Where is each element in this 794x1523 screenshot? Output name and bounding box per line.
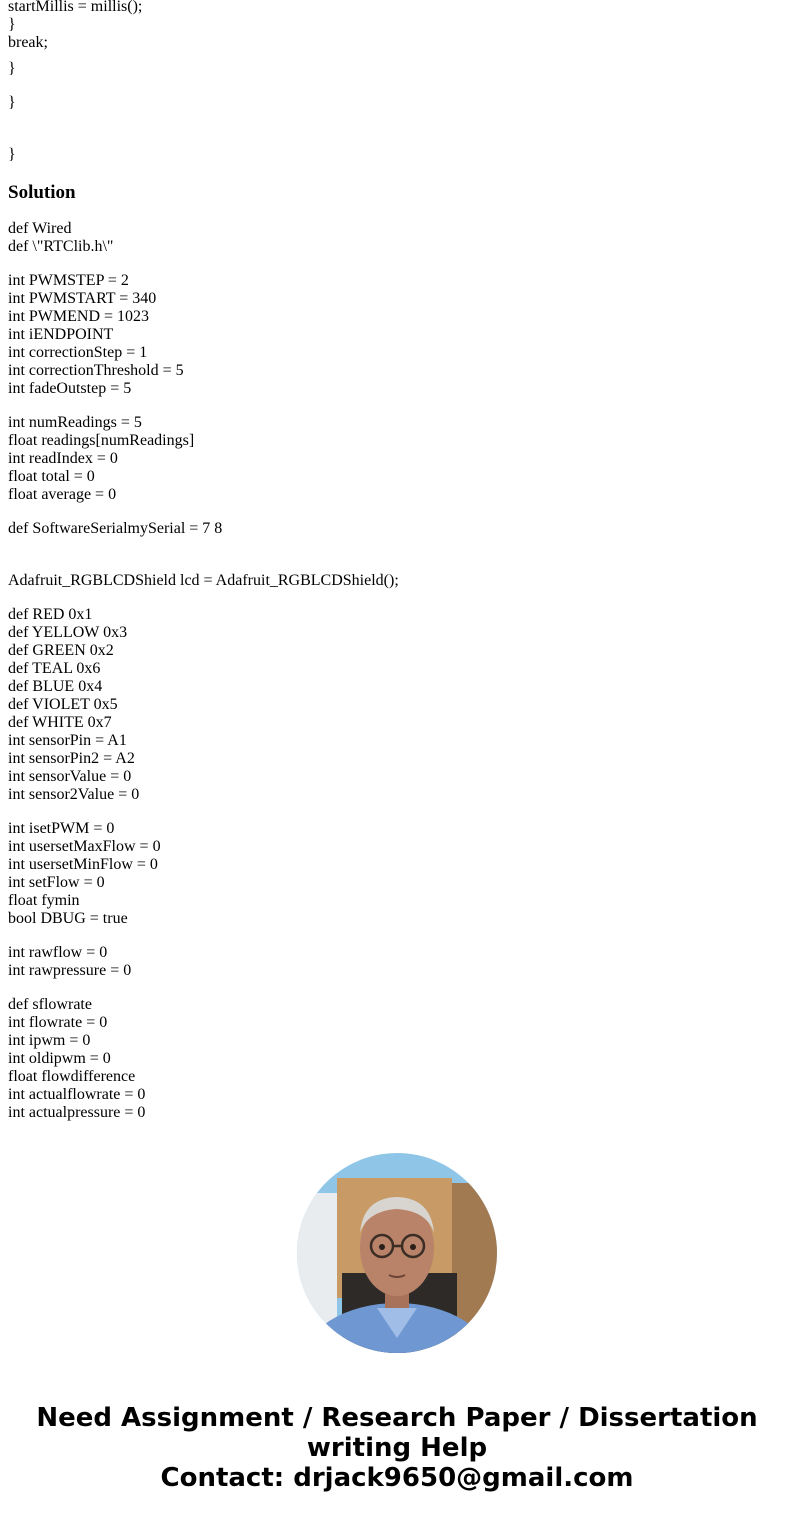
code-line: float flowdifference [8,1068,136,1085]
code-line: def WHITE 0x7 [8,714,112,731]
code-line: bool DBUG = true [8,910,128,927]
code-line: int correctionThreshold = 5 [8,362,184,379]
code-line: int PWMSTART = 340 [8,290,157,307]
code-line: int readIndex = 0 [8,450,118,467]
promo-banner [0,1140,794,1523]
code-line: } [8,16,16,33]
code-line: int sensorPin = A1 [8,732,127,749]
code-block [8,414,788,504]
code-line: float average = 0 [8,486,117,503]
code-line: } [8,60,16,77]
code-line: int PWMEND = 1023 [8,308,150,325]
code-line: def \"RTClib.h\" [8,238,114,255]
code-line: int usersetMinFlow = 0 [8,856,158,873]
code-line: def sflowrate [8,996,92,1013]
code-block [8,606,788,804]
author-photo [297,1153,497,1353]
solution-heading: Solution [8,182,76,203]
code-block [8,220,788,256]
code-line: int sensor2Value = 0 [8,786,140,803]
promo-message [0,1403,794,1493]
code-line: def RED 0x1 [8,606,93,623]
code-top [8,0,788,52]
code-block [8,520,788,538]
promo-contact: Contact: drjack9650@gmail.com [160,1463,634,1493]
promo-line-2: writing Help [306,1433,488,1463]
author-avatar [297,1153,497,1353]
code-line: int ipwm = 0 [8,1032,91,1049]
code-line: } [8,146,16,163]
code-line: } [8,94,16,111]
code-line: int fadeOutstep = 5 [8,380,132,397]
code-line: def VIOLET 0x5 [8,696,118,713]
code-block [8,272,788,398]
code-line: def TEAL 0x6 [8,660,101,677]
code-line: int iENDPOINT [8,326,114,343]
code-line: int actualflowrate = 0 [8,1086,146,1103]
solution-code [8,220,788,1122]
code-line: int rawflow = 0 [8,944,108,961]
code-line: int PWMSTEP = 2 [8,272,129,289]
code-block [8,572,788,590]
promo-line-1: Need Assignment / Research Paper / Dissertation [36,1403,758,1433]
code-line: float readings[numReadings] [8,432,195,449]
code-line: def BLUE 0x4 [8,678,103,695]
code-line: def SoftwareSerialmySerial = 7 8 [8,520,223,537]
code-line: def YELLOW 0x3 [8,624,128,641]
code-line: int rawpressure = 0 [8,962,132,979]
code-line: def GREEN 0x2 [8,642,114,659]
code-line: int setFlow = 0 [8,874,105,891]
code-line: Adafruit_RGBLCDShield lcd = Adafruit_RGBLCDShield(); [8,572,399,589]
document-body [8,0,788,1123]
code-block [8,820,788,928]
code-line: int numReadings = 5 [8,414,142,431]
code-line: break; [8,34,48,51]
code-line: startMillis = millis(); [8,0,143,15]
code-block [8,944,788,980]
code-block [8,996,788,1122]
code-line: int usersetMaxFlow = 0 [8,838,161,855]
code-line: float fymin [8,892,80,909]
code-line: def Wired [8,220,72,237]
code-line: int sensorPin2 = A2 [8,750,135,767]
code-line: int correctionStep = 1 [8,344,148,361]
code-line: int flowrate = 0 [8,1014,108,1031]
code-line: int sensorValue = 0 [8,768,132,785]
code-line: int isetPWM = 0 [8,820,115,837]
code-line: float total = 0 [8,468,95,485]
code-line: int actualpressure = 0 [8,1104,146,1121]
code-line: int oldipwm = 0 [8,1050,111,1067]
